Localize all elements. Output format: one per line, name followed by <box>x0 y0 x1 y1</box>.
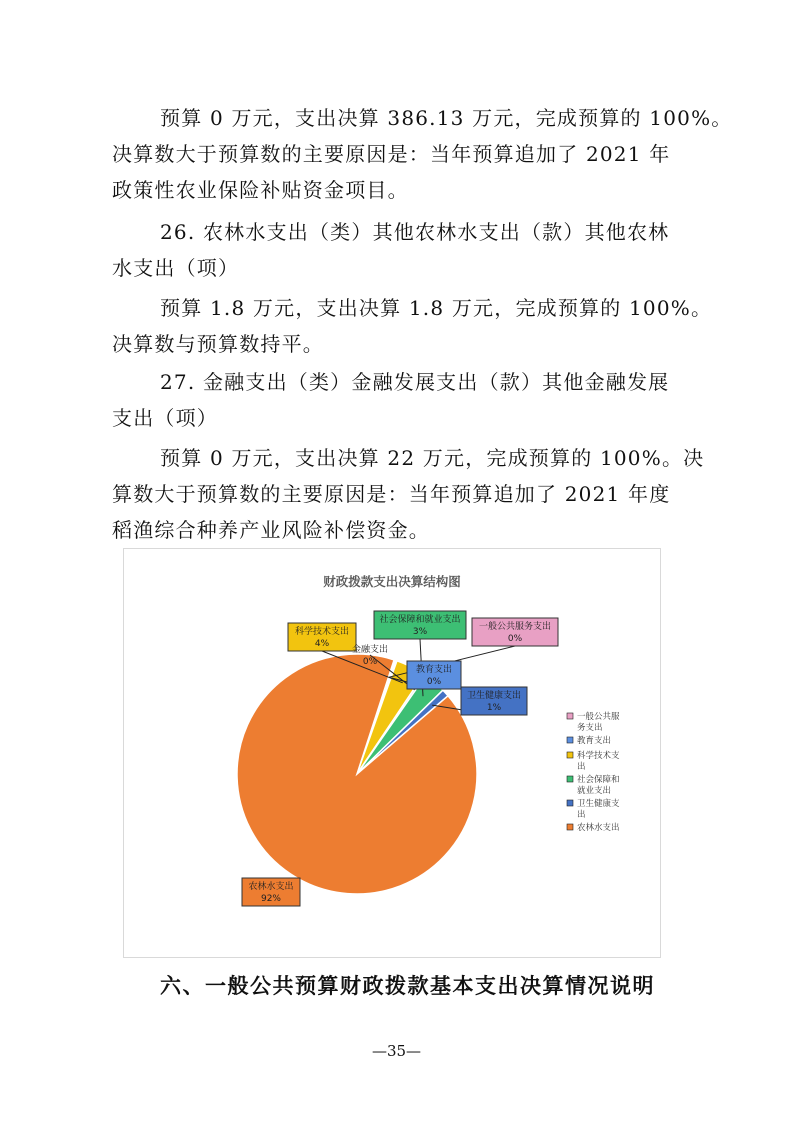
legend-swatch <box>567 824 573 830</box>
legend-label: 教育支出 <box>577 736 612 746</box>
data-label-percent: 3% <box>412 627 428 637</box>
text-line: 决算数与预算数持平。 <box>112 332 324 356</box>
text-line: 水支出（项） <box>112 256 240 280</box>
text-line: 预算 1.8 万元，支出决算 1.8 万元，完成预算的 100%。 <box>160 296 713 320</box>
legend-label: 就业支出 <box>577 786 612 796</box>
item-26-heading <box>112 214 687 286</box>
legend-swatch <box>567 713 573 719</box>
data-label-percent: 4% <box>314 639 330 649</box>
data-label-name: 农林水支出 <box>248 882 294 892</box>
paragraph-item-26 <box>112 290 713 362</box>
text-line: 决算数大于预算数的主要原因是：当年预算追加了 2021 年 <box>112 142 671 166</box>
pie-chart-panel <box>123 548 661 958</box>
pie-chart <box>124 549 660 957</box>
legend-label: 出 <box>577 810 586 820</box>
legend-swatch <box>567 737 573 743</box>
data-label-name: 社会保障和就业支出 <box>379 615 461 625</box>
legend-label: 一般公共服 <box>577 712 620 722</box>
page-number: —35— <box>371 1042 422 1060</box>
legend-label: 农林水支出 <box>577 823 620 833</box>
text-line: 稻渔综合种养产业风险补偿资金。 <box>112 518 430 542</box>
legend-label: 卫生健康支 <box>577 799 620 809</box>
legend-label: 出 <box>577 762 586 772</box>
data-label-name: 金融支出 <box>351 645 389 655</box>
legend-label: 科学技术支 <box>577 751 620 761</box>
text-line: 支出（项） <box>112 406 218 430</box>
section-heading: 六、一般公共预算财政拨款基本支出决算情况说明 <box>160 973 655 998</box>
paragraph-item-27 <box>112 440 705 548</box>
text-line: 27. 金融支出（类）金融发展支出（款）其他金融发展 <box>160 370 670 394</box>
data-label-percent: 1% <box>486 703 502 713</box>
data-label-percent: 92% <box>260 894 282 904</box>
data-label-name: 教育支出 <box>415 665 453 675</box>
item-27-heading <box>112 364 687 436</box>
legend-swatch <box>567 752 573 758</box>
data-label-percent: 0% <box>362 657 378 667</box>
text-line: 预算 0 万元，支出决算 386.13 万元，完成预算的 100%。 <box>160 106 733 130</box>
legend-label: 社会保障和 <box>577 775 620 785</box>
text-line: 预算 0 万元，支出决算 22 万元，完成预算的 100%。决 <box>160 446 705 470</box>
text-line: 26. 农林水支出（类）其他农林水支出（款）其他农林 <box>160 220 670 244</box>
legend-label: 务支出 <box>577 723 603 733</box>
legend-swatch <box>567 800 573 806</box>
data-label-percent: 0% <box>426 677 442 687</box>
chart-title: 财政拨款支出决算结构图 <box>323 574 461 589</box>
text-line: 政策性农业保险补贴资金项目。 <box>112 178 409 202</box>
data-label-name: 一般公共服务支出 <box>478 622 552 632</box>
legend-swatch <box>567 776 573 782</box>
data-label-name: 科学技术支出 <box>294 627 350 637</box>
data-label-percent: 0% <box>507 634 523 644</box>
text-line: 算数大于预算数的主要原因是：当年预算追加了 2021 年度 <box>112 482 671 506</box>
data-label-name: 卫生健康支出 <box>466 691 522 701</box>
paragraph-budget-insurance <box>112 100 733 208</box>
